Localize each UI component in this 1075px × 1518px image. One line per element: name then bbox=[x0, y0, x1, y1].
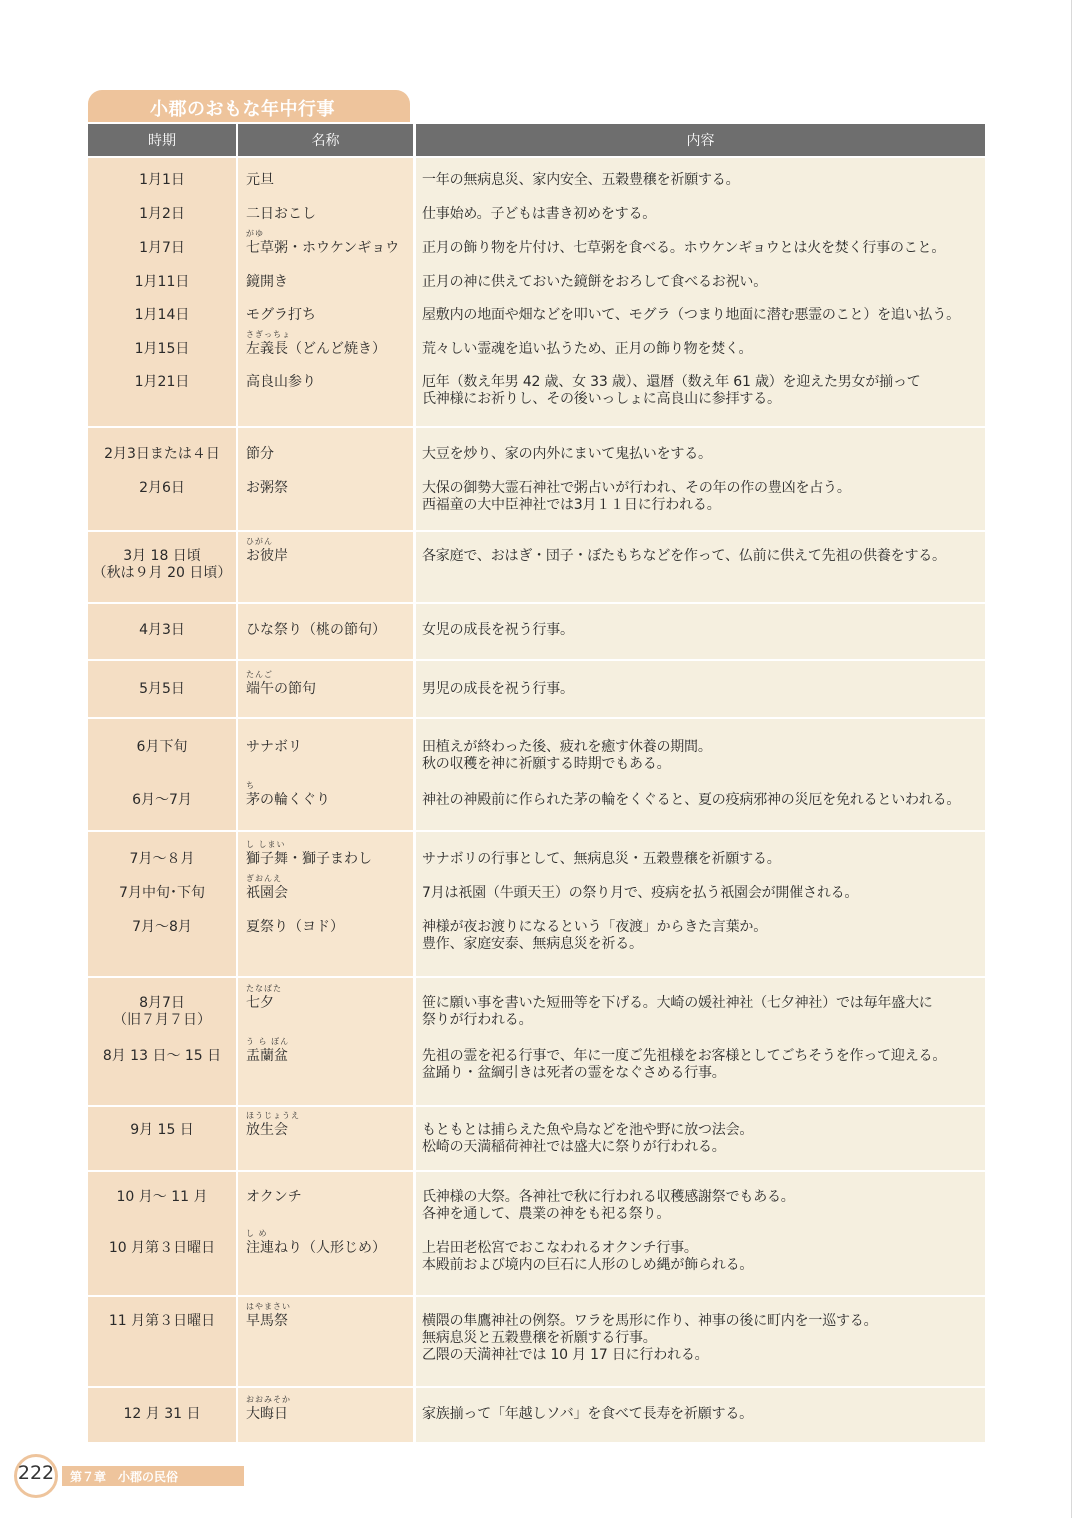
event-description bbox=[422, 792, 985, 809]
event-description-line: 無病息災と五穀豊穣を祈願する行事。 bbox=[422, 1330, 657, 1346]
event-date-line: 6月下旬 bbox=[136, 739, 188, 755]
page-number: 222 bbox=[17, 1462, 55, 1484]
event-date-line: 7月～８月 bbox=[129, 851, 195, 867]
column-background bbox=[416, 428, 985, 530]
event-date bbox=[88, 274, 236, 291]
event-date-line: 8月 13 日～ 15 日 bbox=[102, 1048, 222, 1064]
event-description bbox=[422, 851, 985, 868]
event-date-line: 10 月第３日曜日 bbox=[108, 1240, 216, 1256]
event-name-text: 祇園会 bbox=[246, 885, 288, 901]
event-description-line: 女児の成長を祝う行事。 bbox=[422, 622, 574, 638]
event-description bbox=[422, 1313, 985, 1364]
event-name-text: 二日おこし bbox=[246, 206, 316, 222]
event-name-text: 節分 bbox=[246, 446, 274, 462]
event-date bbox=[88, 341, 236, 358]
event-name-ruby: ほうじょうえ bbox=[246, 1111, 300, 1120]
event-description-line: 仕事始め。子どもは書き初めをする。 bbox=[422, 206, 657, 222]
section-title: 小郡のおもな年中行事 bbox=[150, 99, 335, 120]
event-date bbox=[88, 622, 236, 639]
event-description-line: 先祖の霊を祀る行事で、年に一度ご先祖様をお客様としてごちそうを作って迎える。 bbox=[422, 1048, 947, 1064]
event-name-ruby: し しまい bbox=[246, 840, 286, 849]
event-date bbox=[88, 480, 236, 497]
event-description-line: 祭りが行われる。 bbox=[422, 1012, 533, 1028]
event-date-line: 3月 18 日頃 bbox=[123, 548, 201, 564]
page-edge-rule bbox=[1071, 0, 1072, 1518]
column-background bbox=[238, 428, 413, 530]
event-name-ruby: さぎっちょ bbox=[246, 330, 291, 339]
event-description bbox=[422, 240, 985, 257]
event-description-line: 大保の御勢大霊石神社で粥占いが行われ、その年の作の豊凶を占う。 bbox=[422, 480, 851, 496]
event-name-text: 放生会 bbox=[246, 1122, 288, 1138]
event-date-line: 10 月～ 11 月 bbox=[116, 1189, 208, 1205]
event-description bbox=[422, 739, 985, 773]
column-background bbox=[88, 428, 236, 530]
event-date bbox=[88, 681, 236, 698]
event-name bbox=[246, 172, 414, 189]
event-name-text: 夏祭り（ヨド） bbox=[246, 919, 344, 935]
event-name bbox=[246, 781, 414, 809]
event-name bbox=[246, 874, 414, 902]
event-date-line: 6月～7月 bbox=[132, 792, 192, 808]
event-name-text: 七夕 bbox=[246, 995, 274, 1011]
event-name-text: 高良山参り bbox=[246, 374, 316, 390]
event-name-ruby: たんご bbox=[246, 670, 273, 679]
event-date bbox=[88, 1189, 236, 1206]
event-date bbox=[88, 206, 236, 223]
event-description-line: もともとは捕らえた魚や鳥などを池や野に放つ法会。 bbox=[422, 1122, 754, 1138]
column-background bbox=[88, 1297, 236, 1386]
event-date bbox=[88, 885, 236, 902]
event-description bbox=[422, 1240, 985, 1274]
event-name-ruby: がゆ bbox=[246, 229, 264, 238]
header-date: 時期 bbox=[88, 124, 236, 156]
event-name bbox=[246, 537, 414, 565]
event-name bbox=[246, 1111, 414, 1139]
column-background bbox=[416, 532, 985, 602]
event-name bbox=[246, 229, 414, 257]
event-group bbox=[88, 1107, 985, 1170]
event-description bbox=[422, 1048, 985, 1082]
event-date-line: 2月6日 bbox=[139, 480, 185, 496]
event-date-line: 8月7日 bbox=[139, 995, 185, 1011]
event-name-text: 元旦 bbox=[246, 172, 274, 188]
event-date-line: 1月2日 bbox=[139, 206, 185, 222]
event-description-line: 乙隈の天満神社では 10 月 17 日に行われる。 bbox=[422, 1347, 709, 1363]
event-name bbox=[246, 840, 414, 868]
event-description bbox=[422, 341, 985, 358]
event-date bbox=[88, 307, 236, 324]
event-date-line: 9月 15 日 bbox=[130, 1122, 194, 1138]
event-name-text: お粥祭 bbox=[246, 480, 288, 496]
event-description bbox=[422, 1406, 985, 1423]
event-name-text: 盂蘭盆 bbox=[246, 1048, 288, 1064]
event-name bbox=[246, 480, 414, 497]
event-date-line: 11 月第３日曜日 bbox=[108, 1313, 216, 1329]
column-background bbox=[238, 719, 413, 830]
event-description-line: 7月は祇園（牛頭天王）の祭り月で、疫病を払う祇園会が開催される。 bbox=[422, 885, 859, 901]
event-group bbox=[88, 1297, 985, 1386]
event-group bbox=[88, 428, 985, 530]
event-description bbox=[422, 548, 985, 565]
event-description-line: 豊作、家庭安泰、無病息災を祈る。 bbox=[422, 936, 643, 952]
event-date-line: 1月14日 bbox=[134, 307, 190, 323]
event-description-line: 氏神様にお祈りし、その後いっしょに高良山に参拝する。 bbox=[422, 391, 781, 407]
event-description-line: 各神を通して、農業の神をも祀る祭り。 bbox=[422, 1206, 671, 1222]
header-name: 名称 bbox=[238, 124, 413, 156]
event-description-line: 厄年（数え年男 42 歳、女 33 歳）、還暦（数え年 61 歳）を迎えた男女が揃って bbox=[422, 374, 921, 390]
event-description-line: 荒々しい霊魂を追い払うため、正月の飾り物を焚く。 bbox=[422, 341, 753, 357]
event-name bbox=[246, 984, 414, 1012]
event-description bbox=[422, 919, 985, 953]
event-description-line: 家族揃って「年越しソバ」を食べて長寿を祈願する。 bbox=[422, 1406, 753, 1422]
event-description-line: サナボリの行事として、無病息災・五穀豊穣を祈願する。 bbox=[422, 851, 781, 867]
column-background bbox=[88, 719, 236, 830]
event-description-line: 神様が夜お渡りになるという「夜渡」からきた言葉か。 bbox=[422, 919, 767, 935]
event-description bbox=[422, 480, 985, 514]
event-name-ruby: おおみそか bbox=[246, 1395, 291, 1404]
event-description bbox=[422, 446, 985, 463]
chapter-bar bbox=[62, 1466, 244, 1486]
event-description-line: 正月の飾り物を片付け、七草粥を食べる。ホウケンギョウとは火を焚く行事のこと。 bbox=[422, 240, 946, 256]
section-title-tab bbox=[88, 90, 410, 122]
event-name-text: 獅子舞・獅子まわし bbox=[246, 851, 372, 867]
event-date-line: （旧７月７日） bbox=[113, 1012, 211, 1028]
event-name bbox=[246, 330, 414, 358]
event-date bbox=[88, 1313, 236, 1330]
event-name-text: 早馬祭 bbox=[246, 1313, 288, 1329]
event-name-text: 七草粥・ホウケンギョウ bbox=[246, 240, 400, 256]
event-date bbox=[88, 1122, 236, 1139]
event-description-line: 盆踊り・盆綱引きは死者の霊をなぐさめる行事。 bbox=[422, 1065, 726, 1081]
event-date bbox=[88, 851, 236, 868]
event-date-line: 7月～8月 bbox=[132, 919, 192, 935]
event-name bbox=[246, 274, 414, 291]
event-date-line: 5月5日 bbox=[139, 681, 185, 697]
event-name-text: ひな祭り（桃の節句） bbox=[246, 622, 386, 638]
event-description-line: 上岩田老松宮でおこなわれるオクンチ行事。 bbox=[422, 1240, 698, 1256]
event-date bbox=[88, 172, 236, 189]
event-group bbox=[88, 978, 985, 1105]
event-date-line: 2月3日または４日 bbox=[104, 446, 220, 462]
event-name-ruby: う ら ぼん bbox=[246, 1037, 290, 1046]
event-description-line: 秋の収穫を神に祈願する時期でもある。 bbox=[422, 756, 671, 772]
event-description bbox=[422, 681, 985, 698]
event-name bbox=[246, 446, 414, 463]
event-description-line: 西福童の大中臣神社では3月１１日に行われる。 bbox=[422, 497, 721, 513]
event-name bbox=[246, 374, 414, 391]
event-date-line: 4月3日 bbox=[139, 622, 185, 638]
event-name-ruby: たなばた bbox=[246, 984, 282, 993]
event-description bbox=[422, 307, 985, 324]
event-group bbox=[88, 158, 985, 426]
event-date bbox=[88, 446, 236, 463]
event-description bbox=[422, 172, 985, 189]
event-name bbox=[246, 739, 414, 756]
event-date-line: 7月中旬･下旬 bbox=[119, 885, 205, 901]
event-name-ruby: ひがん bbox=[246, 537, 273, 546]
event-date bbox=[88, 1406, 236, 1423]
event-name bbox=[246, 919, 414, 936]
event-group bbox=[88, 832, 985, 976]
event-date-line: 1月21日 bbox=[134, 374, 190, 390]
event-name-text: 茅の輪くぐり bbox=[246, 792, 330, 808]
event-name bbox=[246, 670, 414, 698]
event-name-text: お彼岸 bbox=[246, 548, 288, 564]
event-name bbox=[246, 622, 414, 639]
event-name bbox=[246, 1189, 414, 1206]
event-date bbox=[88, 1048, 236, 1065]
event-group bbox=[88, 604, 985, 659]
chapter-label: 第７章 小郡の民俗 bbox=[70, 1470, 179, 1484]
event-name bbox=[246, 1395, 414, 1423]
event-group bbox=[88, 1172, 985, 1295]
event-description-line: 神社の神殿前に作られた茅の輪をくぐると、夏の疫病邪神の災厄を免れるといわれる。 bbox=[422, 792, 961, 808]
event-description-line: 本殿前および境内の巨石に人形のしめ縄が飾られる。 bbox=[422, 1257, 754, 1273]
column-background bbox=[416, 719, 985, 830]
event-group bbox=[88, 532, 985, 602]
event-name bbox=[246, 307, 414, 324]
event-date bbox=[88, 995, 236, 1029]
event-group bbox=[88, 661, 985, 717]
event-date-line: 1月11日 bbox=[134, 274, 190, 290]
event-name bbox=[246, 1229, 414, 1257]
event-name-ruby: ち bbox=[246, 781, 255, 790]
event-description bbox=[422, 622, 985, 639]
event-name-ruby: ぎおんえ bbox=[246, 874, 282, 883]
event-date-line: 12 月 31 日 bbox=[123, 1406, 201, 1422]
event-group bbox=[88, 719, 985, 830]
event-description bbox=[422, 885, 985, 902]
event-date-line: 1月1日 bbox=[139, 172, 185, 188]
event-name-text: 端午の節句 bbox=[246, 681, 316, 697]
event-description-line: 松崎の天満稲荷神社では盛大に祭りが行われる。 bbox=[422, 1139, 726, 1155]
event-description bbox=[422, 995, 985, 1029]
event-description bbox=[422, 274, 985, 291]
header-desc: 内容 bbox=[416, 124, 985, 156]
event-name-text: サナボリ bbox=[246, 739, 302, 755]
event-date bbox=[88, 739, 236, 756]
event-name-ruby: はやまさい bbox=[246, 1302, 291, 1311]
event-date bbox=[88, 919, 236, 936]
event-date bbox=[88, 548, 236, 582]
event-name-text: モグラ打ち bbox=[246, 307, 316, 323]
event-group bbox=[88, 1388, 985, 1442]
event-name-text: 左義長（どんど焼き） bbox=[246, 341, 386, 357]
event-name-ruby: し め bbox=[246, 1229, 268, 1238]
event-description-line: 横隈の隼鷹神社の例祭。ワラを馬形に作り、神事の後に町内を一巡する。 bbox=[422, 1313, 878, 1329]
event-description-line: 笹に願い事を書いた短冊等を下げる。大崎の媛社神社（七夕神社）では毎年盛大に bbox=[422, 995, 933, 1011]
event-date-line: 1月15日 bbox=[134, 341, 190, 357]
event-description bbox=[422, 206, 985, 223]
event-description-line: 田植えが終わった後、疲れを癒す休養の期間。 bbox=[422, 739, 712, 755]
event-name-text: 大晦日 bbox=[246, 1406, 288, 1422]
event-description bbox=[422, 1189, 985, 1223]
event-name bbox=[246, 1302, 414, 1330]
event-description-line: 屋敷内の地面や畑などを叩いて、モグラ（つまり地面に潜む悪霊のこと）を追い払う。 bbox=[422, 307, 960, 323]
event-description bbox=[422, 1122, 985, 1156]
event-description-line: 氏神様の大祭。各神社で秋に行われる収穫感謝祭でもある。 bbox=[422, 1189, 795, 1205]
event-date bbox=[88, 792, 236, 809]
event-description-line: 男児の成長を祝う行事。 bbox=[422, 681, 574, 697]
event-name-text: 注連ねり（人形じめ） bbox=[246, 1240, 386, 1256]
event-description bbox=[422, 374, 985, 408]
event-date bbox=[88, 374, 236, 391]
event-date bbox=[88, 1240, 236, 1257]
event-description-line: 正月の神に供えておいた鏡餅をおろして食べるお祝い。 bbox=[422, 274, 767, 290]
event-date-line: （秋は９月 20 日頃） bbox=[92, 565, 232, 581]
event-date bbox=[88, 240, 236, 257]
event-name-text: オクンチ bbox=[246, 1189, 302, 1205]
event-name bbox=[246, 206, 414, 223]
event-description-line: 一年の無病息災、家内安全、五穀豊穣を祈願する。 bbox=[422, 172, 740, 188]
event-name bbox=[246, 1037, 414, 1065]
event-name-text: 鏡開き bbox=[246, 274, 288, 290]
event-description-line: 各家庭で、おはぎ・団子・ぼたもちなどを作って、仏前に供えて先祖の供養をする。 bbox=[422, 548, 946, 564]
event-date-line: 1月7日 bbox=[139, 240, 185, 256]
event-description-line: 大豆を炒り、家の内外にまいて鬼払いをする。 bbox=[422, 446, 712, 462]
